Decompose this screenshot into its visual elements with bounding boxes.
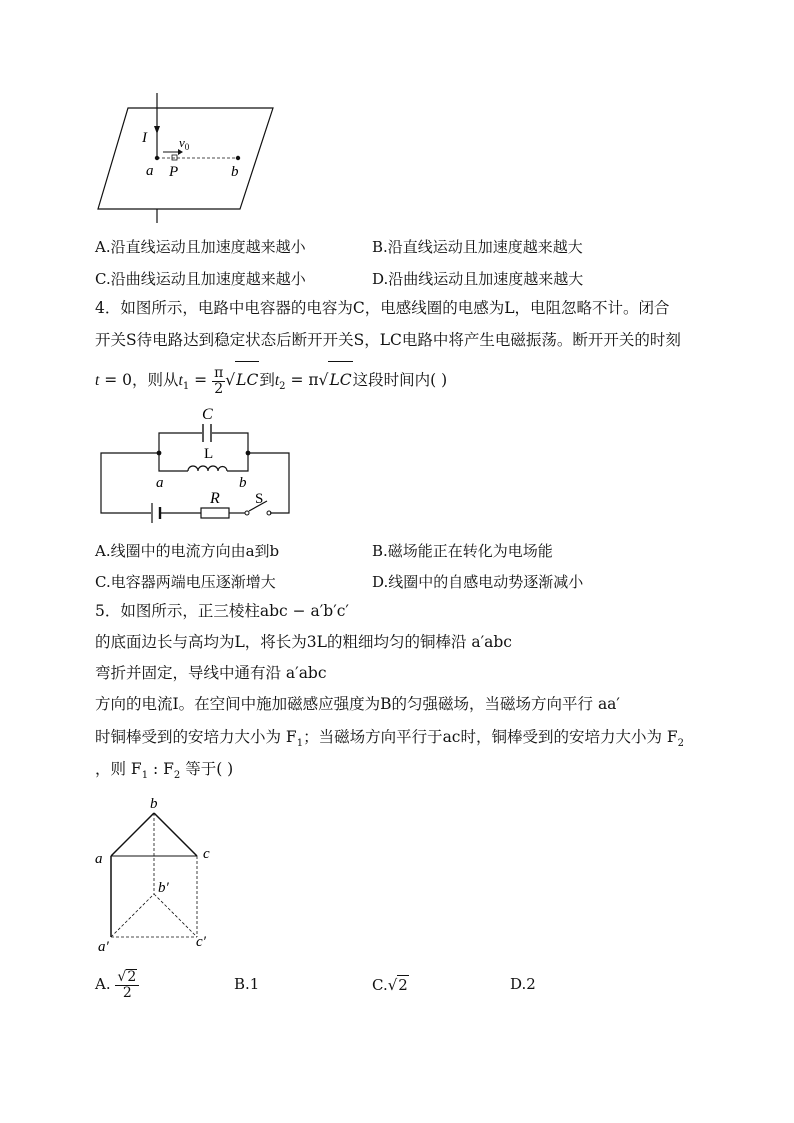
fig4-ind-wire-right [227,453,248,471]
fig3-particle [172,155,177,160]
q5-option-a[interactable]: A. $\frac{√2}{2}$ [95,964,139,1004]
fig5-label-c: c [203,846,210,862]
fig3-label-a: a [146,163,154,179]
fig4-left-wire [101,453,159,513]
fig4-label-a: a [156,475,164,491]
q4-option-d[interactable]: D.线圈中的自感电动势逐渐减小 [372,573,584,591]
fig4-ind-wire-left [159,453,188,471]
q4-line-2: 开关S待电路达到稳定状态后断开开关S，LC电路中将产生电磁振荡。断开开关的时刻 [95,331,681,349]
q5-line-5: 时铜棒受到的安培力大小为 $F_1$；当磁场方向平行于ac时，铜棒受到的安培力大小为 $F_2$ [95,728,685,750]
q3-option-b[interactable]: B.沿直线运动且加速度越来越大 [372,238,583,256]
fig4-label-S: S [255,491,264,507]
fig5-label-c-prime: c′ [196,934,206,950]
fig3-point-a [155,156,159,160]
fig3-plane [98,108,273,209]
fig5-prism [90,793,230,955]
fig3-label-v0: $v_0$ [179,135,190,152]
fig4-junction-a [157,451,162,456]
fig5-edge-b-prime-c-prime [154,894,197,937]
q4-option-b[interactable]: B.磁场能正在转化为电场能 [372,542,553,560]
fig5-label-a-prime: a′ [98,939,109,955]
q4-option-a[interactable]: A.线圈中的电流方向由a到b [95,542,280,560]
fig4-cap-wire-left [159,433,202,453]
fig4-inductor-coil [188,466,227,471]
fig3-point-b [236,156,240,160]
fig4-cap-wire-right [212,433,248,453]
q5-line-1: 5．如图所示，正三棱柱abc − a′b′c′ [95,602,349,620]
fig4-resistor [201,508,229,518]
q5-line-3: 弯折并固定，导线中通有沿 a′abc [95,664,327,682]
q3-option-c[interactable]: C.沿曲线运动且加速度越来越小 [95,270,306,288]
fig5-edge-a-prime-b-prime [111,894,154,937]
fig4-label-R: R [210,490,220,507]
fig4-circuit [95,405,295,525]
fig5-edge-bc [154,813,197,856]
fig4-junction-b [246,451,251,456]
fig3-diagram [90,92,280,227]
fig5-label-b: b [150,796,158,812]
q4-line-3: t = 0，则从$t_1$ = $\frac{\pi}{2}$ √LC到$t_2 = \pi√LC$这段时间内( ) [95,361,447,397]
q3-option-a[interactable]: A.沿直线运动且加速度越来越小 [95,238,306,256]
q3-option-d[interactable]: D.沿曲线运动且加速度越来越大 [372,270,584,288]
fig5-edge-ab [111,813,154,856]
fig5-label-b-prime: b′ [158,880,169,896]
q5-line-6: ，则 $F_1$ : $F_2$ 等于( ) [95,760,234,782]
q5-line-2: 的底面边长与高均为L，将长为3L的粗细均匀的铜棒沿 a′abc [95,633,512,651]
fig5-label-a: a [95,851,103,867]
q5-option-c[interactable]: C.√2 [372,976,408,994]
fig3-label-P: P [169,164,179,180]
fig4-label-b: b [239,475,247,491]
q5-option-b[interactable]: B.1 [234,975,260,993]
fig4-label-C: C [202,406,213,423]
fig3-label-I: I [142,130,147,146]
q5-option-d[interactable]: D.2 [510,975,536,993]
q5-line-4: 方向的电流I。在空间中施加磁感应强度为B的匀强磁场，当磁场方向平行 aa′ [95,695,620,713]
fig4-label-L: L [204,446,214,462]
fig3-current-arrow [154,126,160,134]
q4-line-1: 4．如图所示，电路中电容器的电容为C，电感线圈的电感为L，电阻忽略不计。闭合 [95,299,670,317]
fig3-label-b: b [231,164,239,180]
q4-option-c[interactable]: C.电容器两端电压逐渐增大 [95,573,276,591]
fig4-switch-pivot [245,511,249,515]
